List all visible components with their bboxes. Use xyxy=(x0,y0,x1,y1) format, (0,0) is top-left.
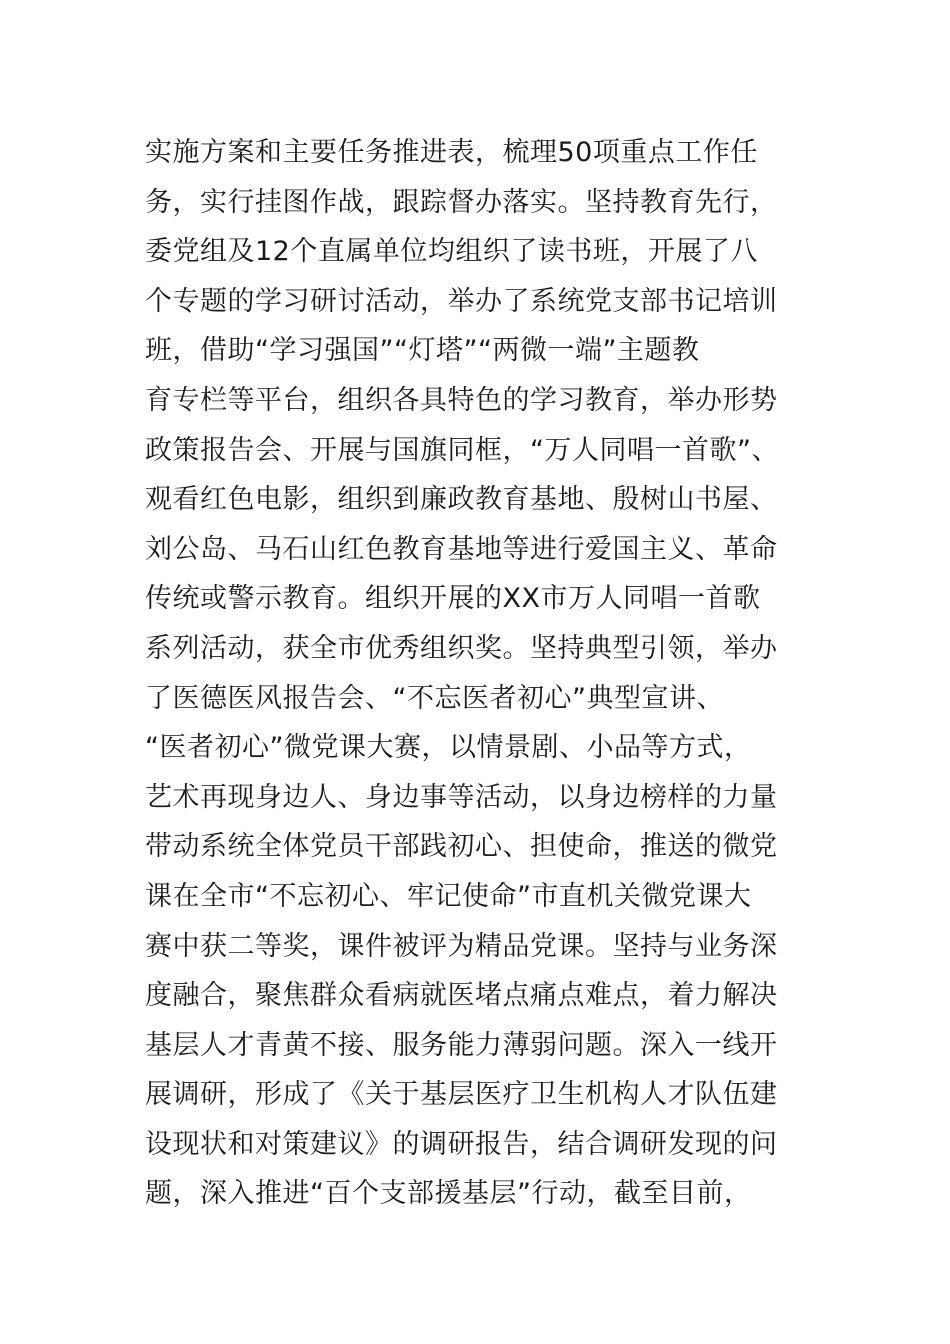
text-line: 实施方案和主要任务推进表，梳理50项重点工作任 xyxy=(145,137,758,168)
text-line: 题，深入推进“百个支部援基层”行动，截至目前， xyxy=(145,1178,752,1210)
text-line: 委党组及12个直属单位均组织了读书班，开展了八 xyxy=(145,236,758,268)
text-line: 观看红色电影，组织到廉政教育基地、殷树山书屋、 xyxy=(145,484,778,516)
body-paragraph xyxy=(145,128,845,1219)
text-line: 系列活动，获全市优秀组织奖。坚持典型引领，举办 xyxy=(145,632,778,664)
text-line: “医者初心”微党课大赛，以情景剧、小品等方式， xyxy=(145,732,752,764)
text-line: 育专栏等平台，组织各具特色的学习教育，举办形势 xyxy=(145,384,778,416)
text-line: 度融合，聚焦群众看病就医堵点痛点难点，着力解决 xyxy=(145,980,778,1012)
text-line: 班，借助“学习强国”“灯塔”“两微一端”主题教 xyxy=(145,335,700,367)
text-line: 基层人才青黄不接、服务能力薄弱问题。深入一线开 xyxy=(145,1029,778,1061)
text-line: 个专题的学习研讨活动，举办了系统党支部书记培训 xyxy=(145,285,778,317)
text-line: 课在全市“不忘初心、牢记使命”市直机关微党课大 xyxy=(145,880,752,912)
text-line: 了医德医风报告会、“不忘医者初心”典型宣讲、 xyxy=(145,682,724,714)
text-line: 传统或警示教育。组织开展的XX市万人同唱一首歌 xyxy=(145,583,761,615)
text-line: 带动系统全体党员干部践初心、担使命，推送的微党 xyxy=(145,831,778,863)
text-line: 设现状和对策建议》的调研报告，结合调研发现的问 xyxy=(145,1128,778,1160)
text-line: 务，实行挂图作战，跟踪督办落实。坚持教育先行， xyxy=(145,186,778,218)
text-line: 艺术再现身边人、身边事等活动，以身边榜样的力量 xyxy=(145,781,778,813)
text-line: 展调研，形成了《关于基层医疗卫生机构人才队伍建 xyxy=(145,1079,778,1111)
text-line: 政策报告会、开展与国旗同框，“万人同唱一首歌”、 xyxy=(145,434,779,466)
text-line: 赛中获二等奖，课件被评为精品党课。坚持与业务深 xyxy=(145,930,778,962)
text-line: 刘公岛、马石山红色教育基地等进行爱国主义、革命 xyxy=(145,533,778,565)
